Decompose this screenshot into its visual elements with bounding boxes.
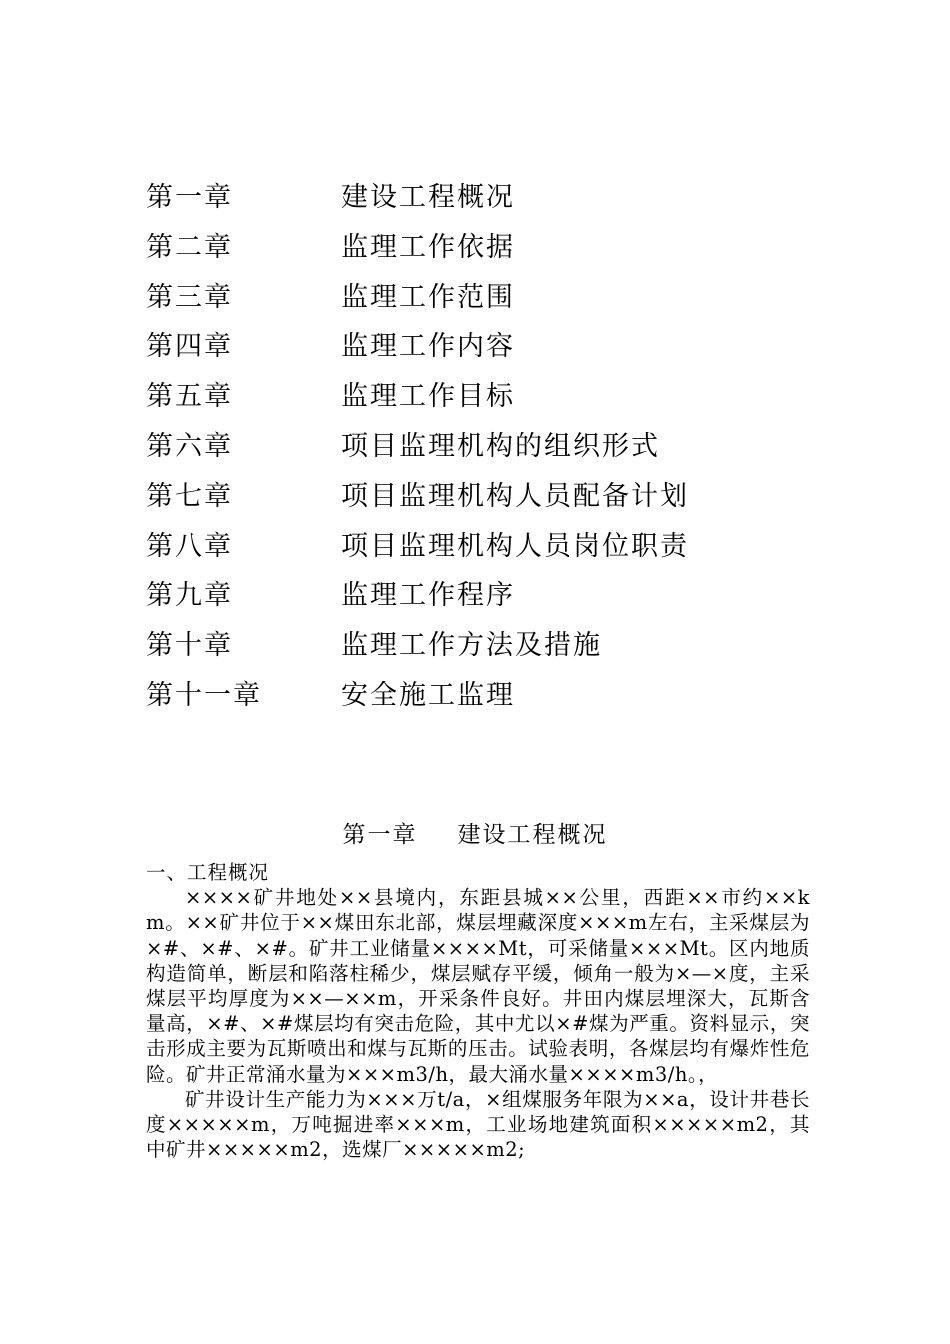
toc-chapter-number: 第五章	[146, 381, 233, 413]
toc-chapter-title: 建设工程概况	[341, 182, 515, 213]
toc-item	[146, 427, 846, 477]
body-paragraph: ××××矿井地处××县境内，东距县城××公里，西距××市约××km。××矿井位于××煤田东北部，煤层埋藏深度×××m左右，主采煤层为×#、×#、×#。矿井工业储量××××Mt，可采储量×××Mt。区内地质构造简单，断层和陷落柱稀少，煤层赋存平缓，倾角一般为×—×度，主采煤层平均厚度为××—××m，开采条件良好。井田内煤层埋深大，瓦斯含量高，×#、×#煤层均有突击危险，其中尤以×#煤为严重。资料显示，突击形成主要为瓦斯喷出和煤与瓦斯的压击。试验表明，各煤层均有爆炸性危险。矿井正常涌水量为×××m3/h，最大涌水量××××m3/h。，	[146, 886, 810, 1086]
toc-chapter-title: 监理工作范围	[341, 281, 515, 313]
toc-chapter-title: 项目监理机构的组织形式	[341, 430, 660, 462]
chapter-number: 第一章	[342, 822, 418, 848]
toc-item	[146, 576, 846, 626]
toc-item	[146, 676, 846, 726]
toc-item	[146, 178, 846, 228]
toc-item	[146, 228, 846, 278]
table-of-contents	[146, 178, 846, 726]
toc-chapter-number: 第十章	[146, 630, 233, 662]
toc-chapter-title: 项目监理机构人员配备计划	[341, 480, 689, 512]
section-title: 一、工程概况	[146, 861, 270, 884]
toc-chapter-title: 项目监理机构人员岗位职责	[341, 530, 689, 562]
toc-item	[146, 327, 846, 377]
toc-chapter-number: 第七章	[146, 480, 233, 512]
toc-chapter-title: 监理工作依据	[341, 231, 515, 263]
toc-chapter-title: 安全施工监理	[341, 679, 515, 711]
body-paragraph: 矿井设计生产能力为×××万t/a，×组煤服务年限为××a，设计井巷长度×××××m，万吨掘进率×××m，工业场地建筑面积×××××m2，其中矿井×××××m2，选煤厂×××××m2;	[146, 1087, 810, 1162]
toc-chapter-number: 第六章	[146, 430, 233, 462]
chapter-heading	[0, 818, 950, 852]
toc-item	[146, 278, 846, 328]
toc-chapter-title: 监理工作内容	[341, 331, 515, 363]
toc-chapter-title: 监理工作程序	[341, 580, 515, 612]
toc-item	[146, 377, 846, 427]
toc-chapter-number: 第八章	[146, 530, 233, 562]
toc-item	[146, 626, 846, 676]
chapter-body	[146, 860, 810, 1162]
toc-chapter-title: 监理工作方法及措施	[341, 630, 602, 662]
toc-item	[146, 477, 846, 527]
toc-chapter-number: 第二章	[146, 231, 233, 263]
toc-item	[146, 527, 846, 577]
chapter-title: 建设工程概况	[457, 822, 608, 848]
toc-chapter-number: 第四章	[146, 331, 233, 363]
toc-chapter-number: 第十一章	[146, 679, 262, 711]
toc-chapter-title: 监理工作目标	[341, 381, 515, 413]
toc-chapter-number: 第一章	[146, 182, 233, 213]
toc-chapter-number: 第九章	[146, 580, 233, 612]
toc-chapter-number: 第三章	[146, 281, 233, 313]
